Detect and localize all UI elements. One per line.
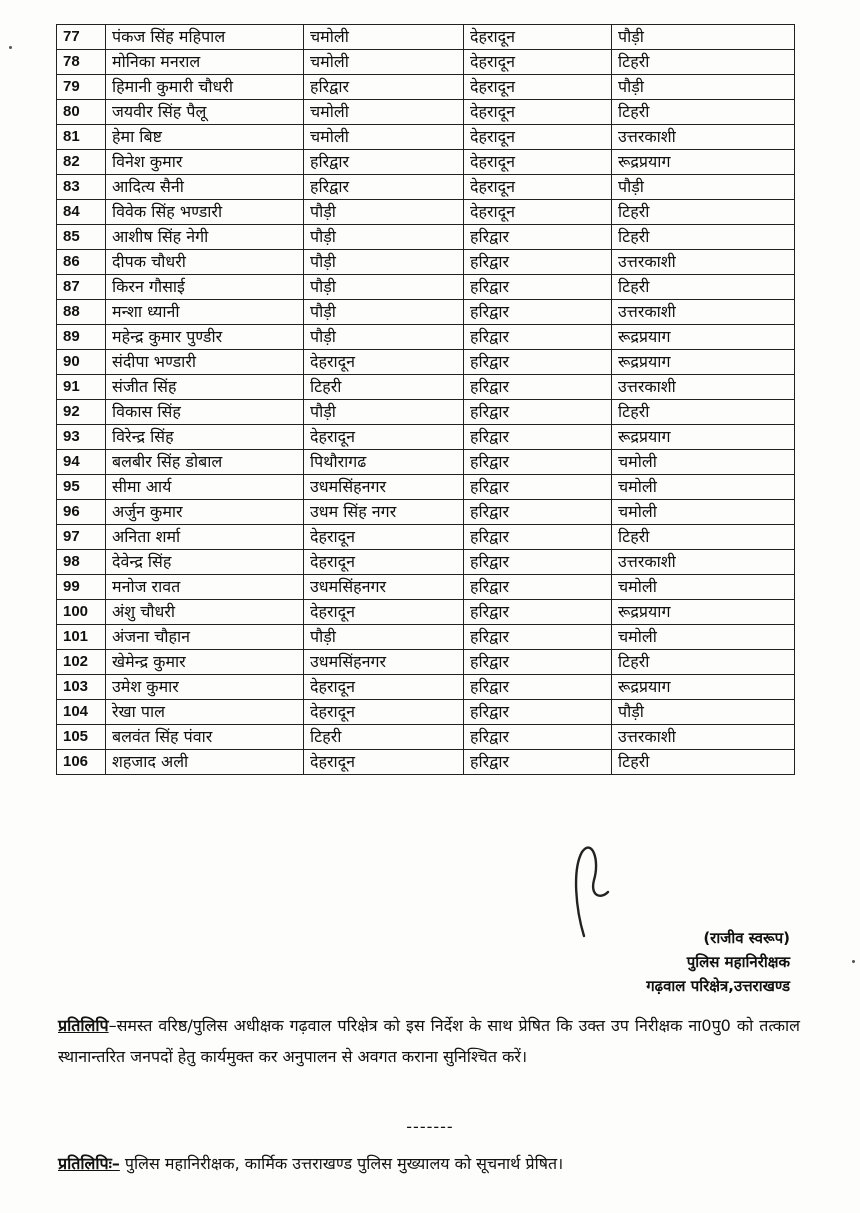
table-row [57, 650, 795, 675]
table-row [57, 200, 795, 225]
officer-name-cell: संजीत सिंह [106, 375, 304, 400]
serial-number-cell: 84 [57, 200, 106, 225]
officer-name-cell: जयवीर सिंह पैलू [106, 100, 304, 125]
table-row [57, 450, 795, 475]
table-row [57, 125, 795, 150]
serial-number-cell: 81 [57, 125, 106, 150]
table-row [57, 625, 795, 650]
current-district-cell: देहरादून [304, 600, 464, 625]
serial-number-cell: 90 [57, 350, 106, 375]
current-district-cell: चमोली [304, 100, 464, 125]
serial-number-cell: 85 [57, 225, 106, 250]
officer-name-cell: मन्शा ध्यानी [106, 300, 304, 325]
transfer-district-cell: हरिद्वार [464, 750, 612, 775]
current-district-cell: हरिद्वार [304, 75, 464, 100]
posted-district-cell: पौड़ी [612, 75, 795, 100]
officer-name-cell: मोनिका मनराल [106, 50, 304, 75]
posted-district-cell: टिहरी [612, 525, 795, 550]
transfer-district-cell: देहरादून [464, 125, 612, 150]
officer-name-cell: किरन गौसाई [106, 275, 304, 300]
transfer-district-cell: हरिद्वार [464, 325, 612, 350]
posted-district-cell: टिहरी [612, 200, 795, 225]
table-row [57, 50, 795, 75]
current-district-cell: उधमसिंहनगर [304, 650, 464, 675]
posted-district-cell: रूद्रप्रयाग [612, 675, 795, 700]
posted-district-cell: टिहरी [612, 100, 795, 125]
serial-number-cell: 80 [57, 100, 106, 125]
current-district-cell: देहरादून [304, 425, 464, 450]
posted-district-cell: रूद्रप्रयाग [612, 150, 795, 175]
posted-district-cell: टिहरी [612, 225, 795, 250]
transfer-district-cell: हरिद्वार [464, 625, 612, 650]
officer-name-cell: विवेक सिंह भण्डारी [106, 200, 304, 225]
copy-text: –समस्त वरिष्ठ/पुलिस अधीक्षक गढ़वाल परिक्षेत्र को इस निर्देश के साथ प्रेषित कि उक्त उप निरीक्षक ना0पु0 को तत्काल स्थानान्तरित जनपदों हेतु कार्यमुक्त कर अनुपालन से अवगत कराना सुनिश्चित करें। [58, 1016, 800, 1066]
copy-label: प्रतिलिपिः– [58, 1154, 120, 1173]
table-row [57, 675, 795, 700]
current-district-cell: देहरादून [304, 675, 464, 700]
transfer-district-cell: हरिद्वार [464, 350, 612, 375]
copy-label: प्रतिलिपि [58, 1016, 109, 1035]
transfer-district-cell: हरिद्वार [464, 400, 612, 425]
serial-number-cell: 106 [57, 750, 106, 775]
current-district-cell: पौड़ी [304, 275, 464, 300]
table-row [57, 175, 795, 200]
officer-name-cell: संदीपा भण्डारी [106, 350, 304, 375]
serial-number-cell: 97 [57, 525, 106, 550]
current-district-cell: पिथौरागढ [304, 450, 464, 475]
serial-number-cell: 78 [57, 50, 106, 75]
officer-name-cell: रेखा पाल [106, 700, 304, 725]
transfer-district-cell: देहरादून [464, 150, 612, 175]
table-row [57, 325, 795, 350]
handwritten-signature [570, 840, 630, 940]
transfer-district-cell: हरिद्वार [464, 250, 612, 275]
transfer-district-cell: हरिद्वार [464, 675, 612, 700]
serial-number-cell: 101 [57, 625, 106, 650]
serial-number-cell: 98 [57, 550, 106, 575]
posted-district-cell: पौड़ी [612, 25, 795, 50]
officer-name-cell: शहजाद अली [106, 750, 304, 775]
current-district-cell: उधमसिंहनगर [304, 575, 464, 600]
posted-district-cell: उत्तरकाशी [612, 300, 795, 325]
table-row [57, 700, 795, 725]
posted-district-cell: टिहरी [612, 400, 795, 425]
serial-number-cell: 100 [57, 600, 106, 625]
posted-district-cell: रूद्रप्रयाग [612, 350, 795, 375]
serial-number-cell: 102 [57, 650, 106, 675]
officer-name-cell: विकास सिंह [106, 400, 304, 425]
transfer-district-cell: हरिद्वार [464, 300, 612, 325]
serial-number-cell: 96 [57, 500, 106, 525]
serial-number-cell: 92 [57, 400, 106, 425]
current-district-cell: पौड़ी [304, 400, 464, 425]
officer-name-cell: विरेन्द्र सिंह [106, 425, 304, 450]
copy-text: पुलिस महानिरीक्षक, कार्मिक उत्तराखण्ड पुलिस मुख्यालय को सूचनार्थ प्रेषित। [119, 1154, 564, 1173]
transfer-district-cell: हरिद्वार [464, 225, 612, 250]
transfer-district-cell: देहरादून [464, 50, 612, 75]
posted-district-cell: चमोली [612, 450, 795, 475]
transfer-district-cell: देहरादून [464, 75, 612, 100]
table-row [57, 750, 795, 775]
current-district-cell: चमोली [304, 25, 464, 50]
current-district-cell: हरिद्वार [304, 150, 464, 175]
transfer-district-cell: देहरादून [464, 175, 612, 200]
transfer-district-cell: हरिद्वार [464, 700, 612, 725]
officer-name-cell: आशीष सिंह नेगी [106, 225, 304, 250]
posted-district-cell: उत्तरकाशी [612, 250, 795, 275]
table-row [57, 150, 795, 175]
officer-name-cell: देवेन्द्र सिंह [106, 550, 304, 575]
posted-district-cell: उत्तरकाशी [612, 125, 795, 150]
transfer-table [56, 24, 795, 775]
copy-note-2 [58, 1148, 800, 1179]
transfer-district-cell: हरिद्वार [464, 600, 612, 625]
officer-name-cell: सीमा आर्य [106, 475, 304, 500]
posted-district-cell: उत्तरकाशी [612, 375, 795, 400]
transfer-district-cell: हरिद्वार [464, 475, 612, 500]
current-district-cell: टिहरी [304, 725, 464, 750]
transfer-district-cell: देहरादून [464, 100, 612, 125]
table-row [57, 500, 795, 525]
serial-number-cell: 94 [57, 450, 106, 475]
posted-district-cell: रूद्रप्रयाग [612, 325, 795, 350]
officer-name-cell: हिमानी कुमारी चौधरी [106, 75, 304, 100]
table-row [57, 275, 795, 300]
transfer-district-cell: हरिद्वार [464, 725, 612, 750]
current-district-cell: पौड़ी [304, 300, 464, 325]
current-district-cell: देहरादून [304, 525, 464, 550]
officer-name-cell: अनिता शर्मा [106, 525, 304, 550]
table-row [57, 25, 795, 50]
serial-number-cell: 105 [57, 725, 106, 750]
table-row [57, 550, 795, 575]
current-district-cell: उधमसिंहनगर [304, 475, 464, 500]
scan-speck [9, 46, 12, 49]
table-row [57, 725, 795, 750]
current-district-cell: पौड़ी [304, 325, 464, 350]
posted-district-cell: टिहरी [612, 50, 795, 75]
table-row [57, 575, 795, 600]
posted-district-cell: टिहरी [612, 275, 795, 300]
officer-name-cell: अंशु चौधरी [106, 600, 304, 625]
serial-number-cell: 87 [57, 275, 106, 300]
officer-name-cell: अर्जुन कुमार [106, 500, 304, 525]
current-district-cell: चमोली [304, 125, 464, 150]
officer-name-cell: महेन्द्र कुमार पुण्डीर [106, 325, 304, 350]
posted-district-cell: चमोली [612, 575, 795, 600]
posted-district-cell: रूद्रप्रयाग [612, 425, 795, 450]
table-row [57, 250, 795, 275]
serial-number-cell: 99 [57, 575, 106, 600]
table-row [57, 525, 795, 550]
current-district-cell: देहरादून [304, 700, 464, 725]
transfer-district-cell: देहरादून [464, 25, 612, 50]
table-row [57, 300, 795, 325]
current-district-cell: पौड़ी [304, 200, 464, 225]
transfer-district-cell: देहरादून [464, 200, 612, 225]
signer-designation: पुलिस महानिरीक्षक [686, 953, 790, 971]
table-row [57, 100, 795, 125]
posted-district-cell: चमोली [612, 500, 795, 525]
serial-number-cell: 103 [57, 675, 106, 700]
current-district-cell: पौड़ी [304, 625, 464, 650]
transfer-district-cell: हरिद्वार [464, 575, 612, 600]
serial-number-cell: 86 [57, 250, 106, 275]
officer-name-cell: बलबीर सिंह डोबाल [106, 450, 304, 475]
posted-district-cell: टिहरी [612, 650, 795, 675]
posted-district-cell: टिहरी [612, 750, 795, 775]
serial-number-cell: 88 [57, 300, 106, 325]
posted-district-cell: रूद्रप्रयाग [612, 600, 795, 625]
posted-district-cell: चमोली [612, 625, 795, 650]
officer-name-cell: हेमा बिष्ट [106, 125, 304, 150]
officer-name-cell: दीपक चौधरी [106, 250, 304, 275]
current-district-cell: पौड़ी [304, 250, 464, 275]
signer-office: गढ़वाल परिक्षेत्र,उत्तराखण्ड [646, 977, 790, 995]
table-row [57, 400, 795, 425]
officer-name-cell: बलवंत सिंह पंवार [106, 725, 304, 750]
current-district-cell: देहरादून [304, 550, 464, 575]
serial-number-cell: 89 [57, 325, 106, 350]
scan-speck [852, 960, 855, 963]
current-district-cell: पौड़ी [304, 225, 464, 250]
serial-number-cell: 95 [57, 475, 106, 500]
officer-name-cell: खेमेन्द्र कुमार [106, 650, 304, 675]
officer-name-cell: अंजना चौहान [106, 625, 304, 650]
table-row [57, 600, 795, 625]
copy-note-1 [58, 1010, 800, 1072]
serial-number-cell: 104 [57, 700, 106, 725]
transfer-district-cell: हरिद्वार [464, 650, 612, 675]
separator: ------- [406, 1117, 454, 1136]
table-row [57, 475, 795, 500]
transfer-district-cell: हरिद्वार [464, 500, 612, 525]
officer-name-cell: आदित्य सैनी [106, 175, 304, 200]
table-row [57, 375, 795, 400]
transfer-table-body [57, 25, 795, 775]
transfer-district-cell: हरिद्वार [464, 375, 612, 400]
table-row [57, 225, 795, 250]
posted-district-cell: उत्तरकाशी [612, 550, 795, 575]
serial-number-cell: 82 [57, 150, 106, 175]
serial-number-cell: 93 [57, 425, 106, 450]
current-district-cell: हरिद्वार [304, 175, 464, 200]
posted-district-cell: चमोली [612, 475, 795, 500]
posted-district-cell: पौड़ी [612, 700, 795, 725]
table-row [57, 350, 795, 375]
posted-district-cell: उत्तरकाशी [612, 725, 795, 750]
transfer-district-cell: हरिद्वार [464, 550, 612, 575]
officer-name-cell: उमेश कुमार [106, 675, 304, 700]
transfer-district-cell: हरिद्वार [464, 425, 612, 450]
signature-block [550, 840, 790, 1010]
serial-number-cell: 77 [57, 25, 106, 50]
current-district-cell: चमोली [304, 50, 464, 75]
posted-district-cell: पौड़ी [612, 175, 795, 200]
transfer-district-cell: हरिद्वार [464, 525, 612, 550]
table-row [57, 75, 795, 100]
serial-number-cell: 91 [57, 375, 106, 400]
transfer-district-cell: हरिद्वार [464, 275, 612, 300]
current-district-cell: उधम सिंह नगर [304, 500, 464, 525]
officer-name-cell: विनेश कुमार [106, 150, 304, 175]
serial-number-cell: 83 [57, 175, 106, 200]
transfer-district-cell: हरिद्वार [464, 450, 612, 475]
signer-name: (राजीव स्वरूप) [703, 929, 790, 947]
officer-name-cell: पंकज सिंह महिपाल [106, 25, 304, 50]
table-row [57, 425, 795, 450]
officer-name-cell: मनोज रावत [106, 575, 304, 600]
serial-number-cell: 79 [57, 75, 106, 100]
current-district-cell: टिहरी [304, 375, 464, 400]
current-district-cell: देहरादून [304, 750, 464, 775]
current-district-cell: देहरादून [304, 350, 464, 375]
